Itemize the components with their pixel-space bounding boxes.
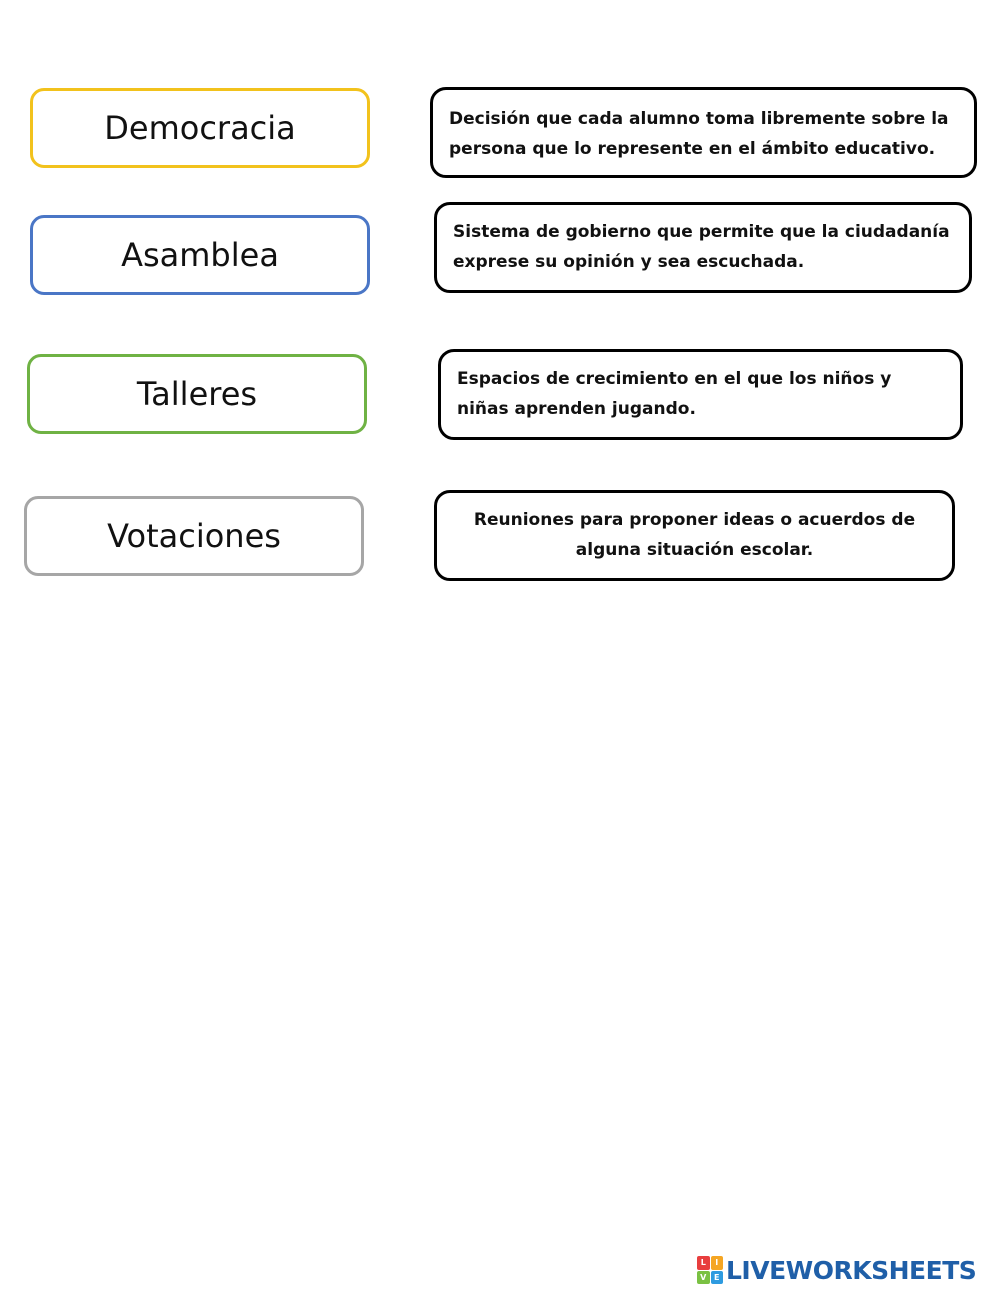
definition-card-3[interactable]: Espacios de crecimiento en el que los niños y niñas aprenden jugando.: [438, 349, 963, 440]
definition-card-1[interactable]: Decisión que cada alumno toma libremente sobre la persona que lo represente en el ámbito educativo.: [430, 87, 977, 178]
logo-text: LIVEWORKSHEETS: [726, 1255, 977, 1285]
term-card-democracia[interactable]: Democracia: [30, 88, 370, 168]
logo-mark-icon: [697, 1256, 723, 1284]
definition-card-4[interactable]: Reuniones para proponer ideas o acuerdos de alguna situación escolar.: [434, 490, 955, 581]
logo-mark-l: L: [697, 1256, 710, 1270]
definition-card-2[interactable]: Sistema de gobierno que permite que la ciudadanía exprese su opinión y sea escuchada.: [434, 202, 972, 293]
logo-mark-i: I: [711, 1256, 724, 1270]
term-card-asamblea[interactable]: Asamblea: [30, 215, 370, 295]
logo-mark-v: V: [697, 1271, 710, 1285]
term-card-talleres[interactable]: Talleres: [27, 354, 367, 434]
logo-mark-e: E: [711, 1271, 724, 1285]
term-card-votaciones[interactable]: Votaciones: [24, 496, 364, 576]
liveworksheets-logo: [697, 1254, 976, 1286]
